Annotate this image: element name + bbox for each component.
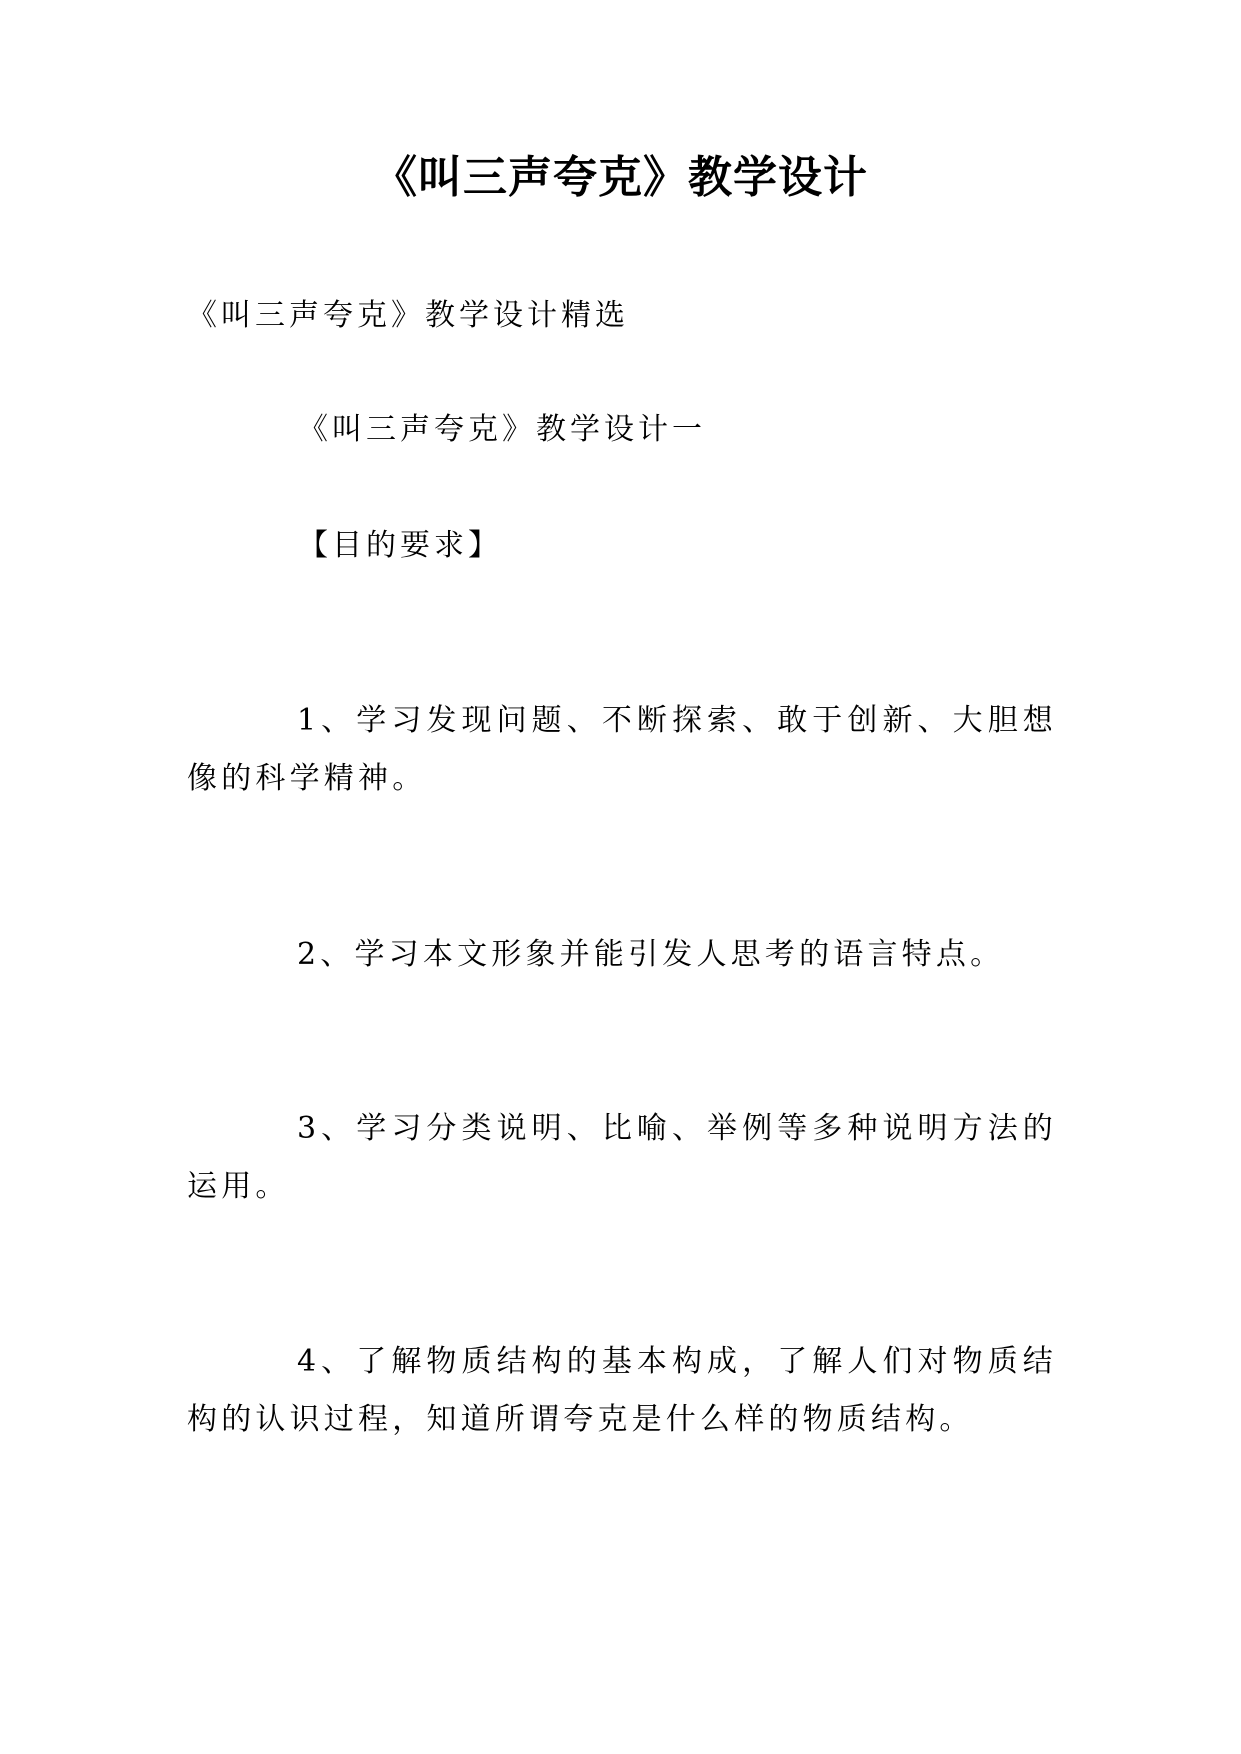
objective-item-1: 1、学习发现问题、不断探索、敢于创新、大胆想像的科学精神。 xyxy=(187,703,1057,796)
objective-item-3: 3、学习分类说明、比喻、举例等多种说明方法的运用。 xyxy=(187,1111,1057,1204)
document-title: 《叫三声夸克》教学设计 xyxy=(373,152,868,203)
document-subtitle: 《叫三声夸克》教学设计精选 xyxy=(187,298,629,333)
section-heading: 《叫三声夸克》教学设计一 xyxy=(298,412,706,447)
objective-item-4: 4、了解物质结构的基本构成，了解人们对物质结构的认识过程，知道所谓夸克是什么样的物质结构。 xyxy=(187,1344,1057,1437)
objectives-heading: 【目的要求】 xyxy=(298,528,502,563)
objective-item-2: 2、学习本文形象并能引发人思考的语言特点。 xyxy=(297,937,1005,972)
